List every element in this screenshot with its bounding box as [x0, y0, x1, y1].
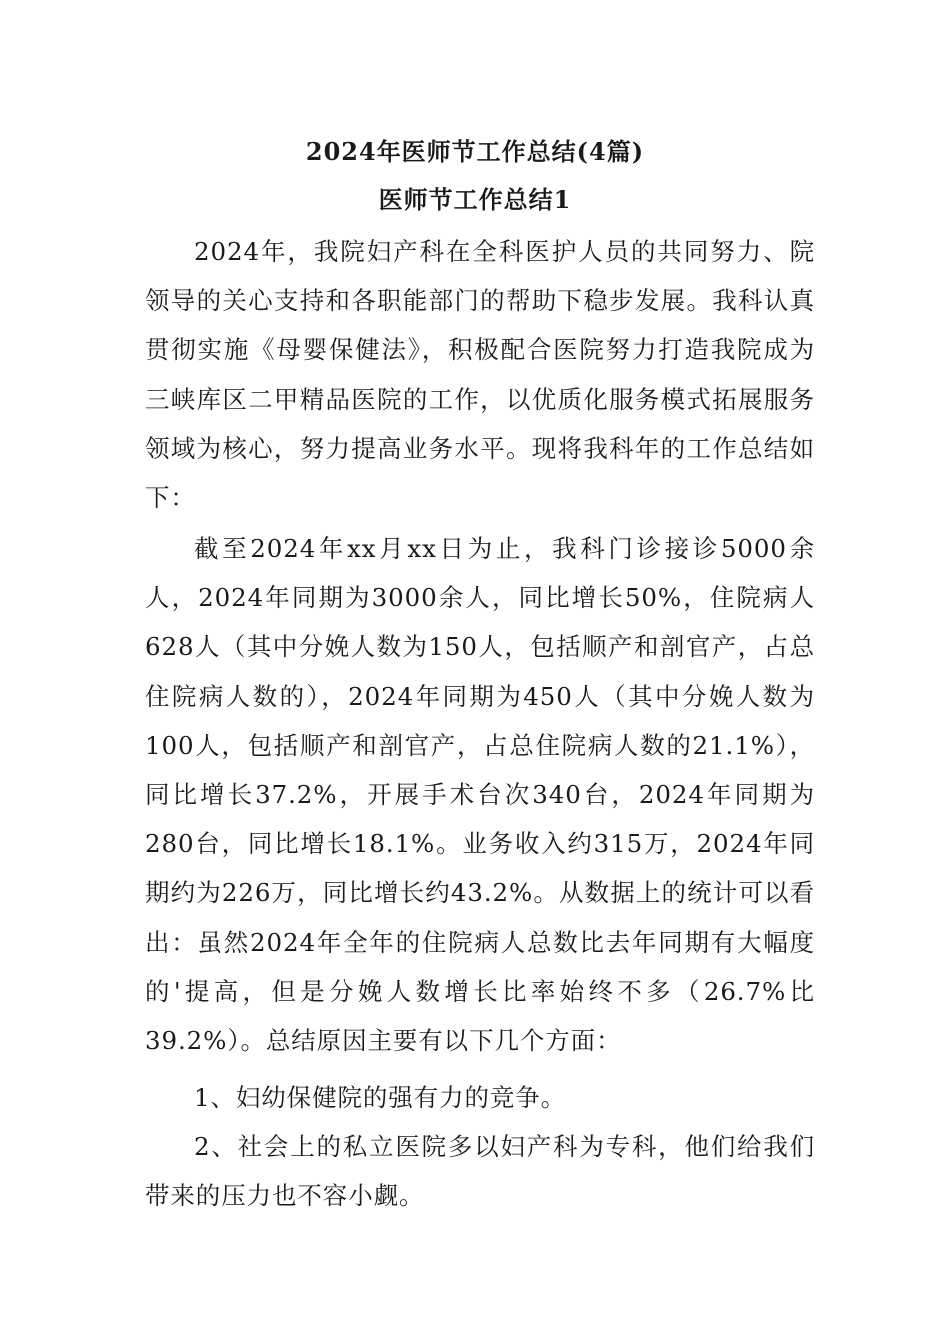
paragraph-statistics: 截至2024年xx月xx日为止，我科门诊接诊5000余人，2024年同期为3000余人，同比增长50%，住院病人628人（其中分娩人数为150人，包括顺产和剖官产，占总住院病人数的），2024年同期为450人（其中分娩人数为100人，包括顺产和剖官产，占总住院病人数的21.1%），同比增长37.2%，开展手术台次340台，2024年同期为280台，同比增长18.1%。业务收入约315万，2024年同期约为226万，同比增长约43.2%。从数据上的统计可以看出：虽然2024年全年的住院病人总数比去年同期有大幅度的'提高，但是分娩人数增长比率始终不多（26.7%比39.2%）。总结原因主要有以下几个方面： [145, 534, 815, 1056]
list-item-2: 2、社会上的私立医院多以妇产科为专科，他们给我们带来的压力也不容小觑。 [145, 1132, 815, 1211]
list-item-1: 1、妇幼保健院的强有力的竞争。 [194, 1083, 567, 1112]
paragraph-intro: 2024年，我院妇产科在全科医护人员的共同努力、院领导的关心支持和各职能部门的帮助下稳步发展。我科认真贯彻实施《母婴保健法》，积极配合医院努力打造我院成为三峡库区二甲精品医院的工作，以优质化服务模式拓展服务领域为核心，努力提高业务水平。现将我科年的工作总结如下： [145, 237, 815, 513]
section-title: 医师节工作总结1 [378, 185, 572, 214]
document-title: 2024年医师节工作总结(4篇) [305, 137, 645, 166]
